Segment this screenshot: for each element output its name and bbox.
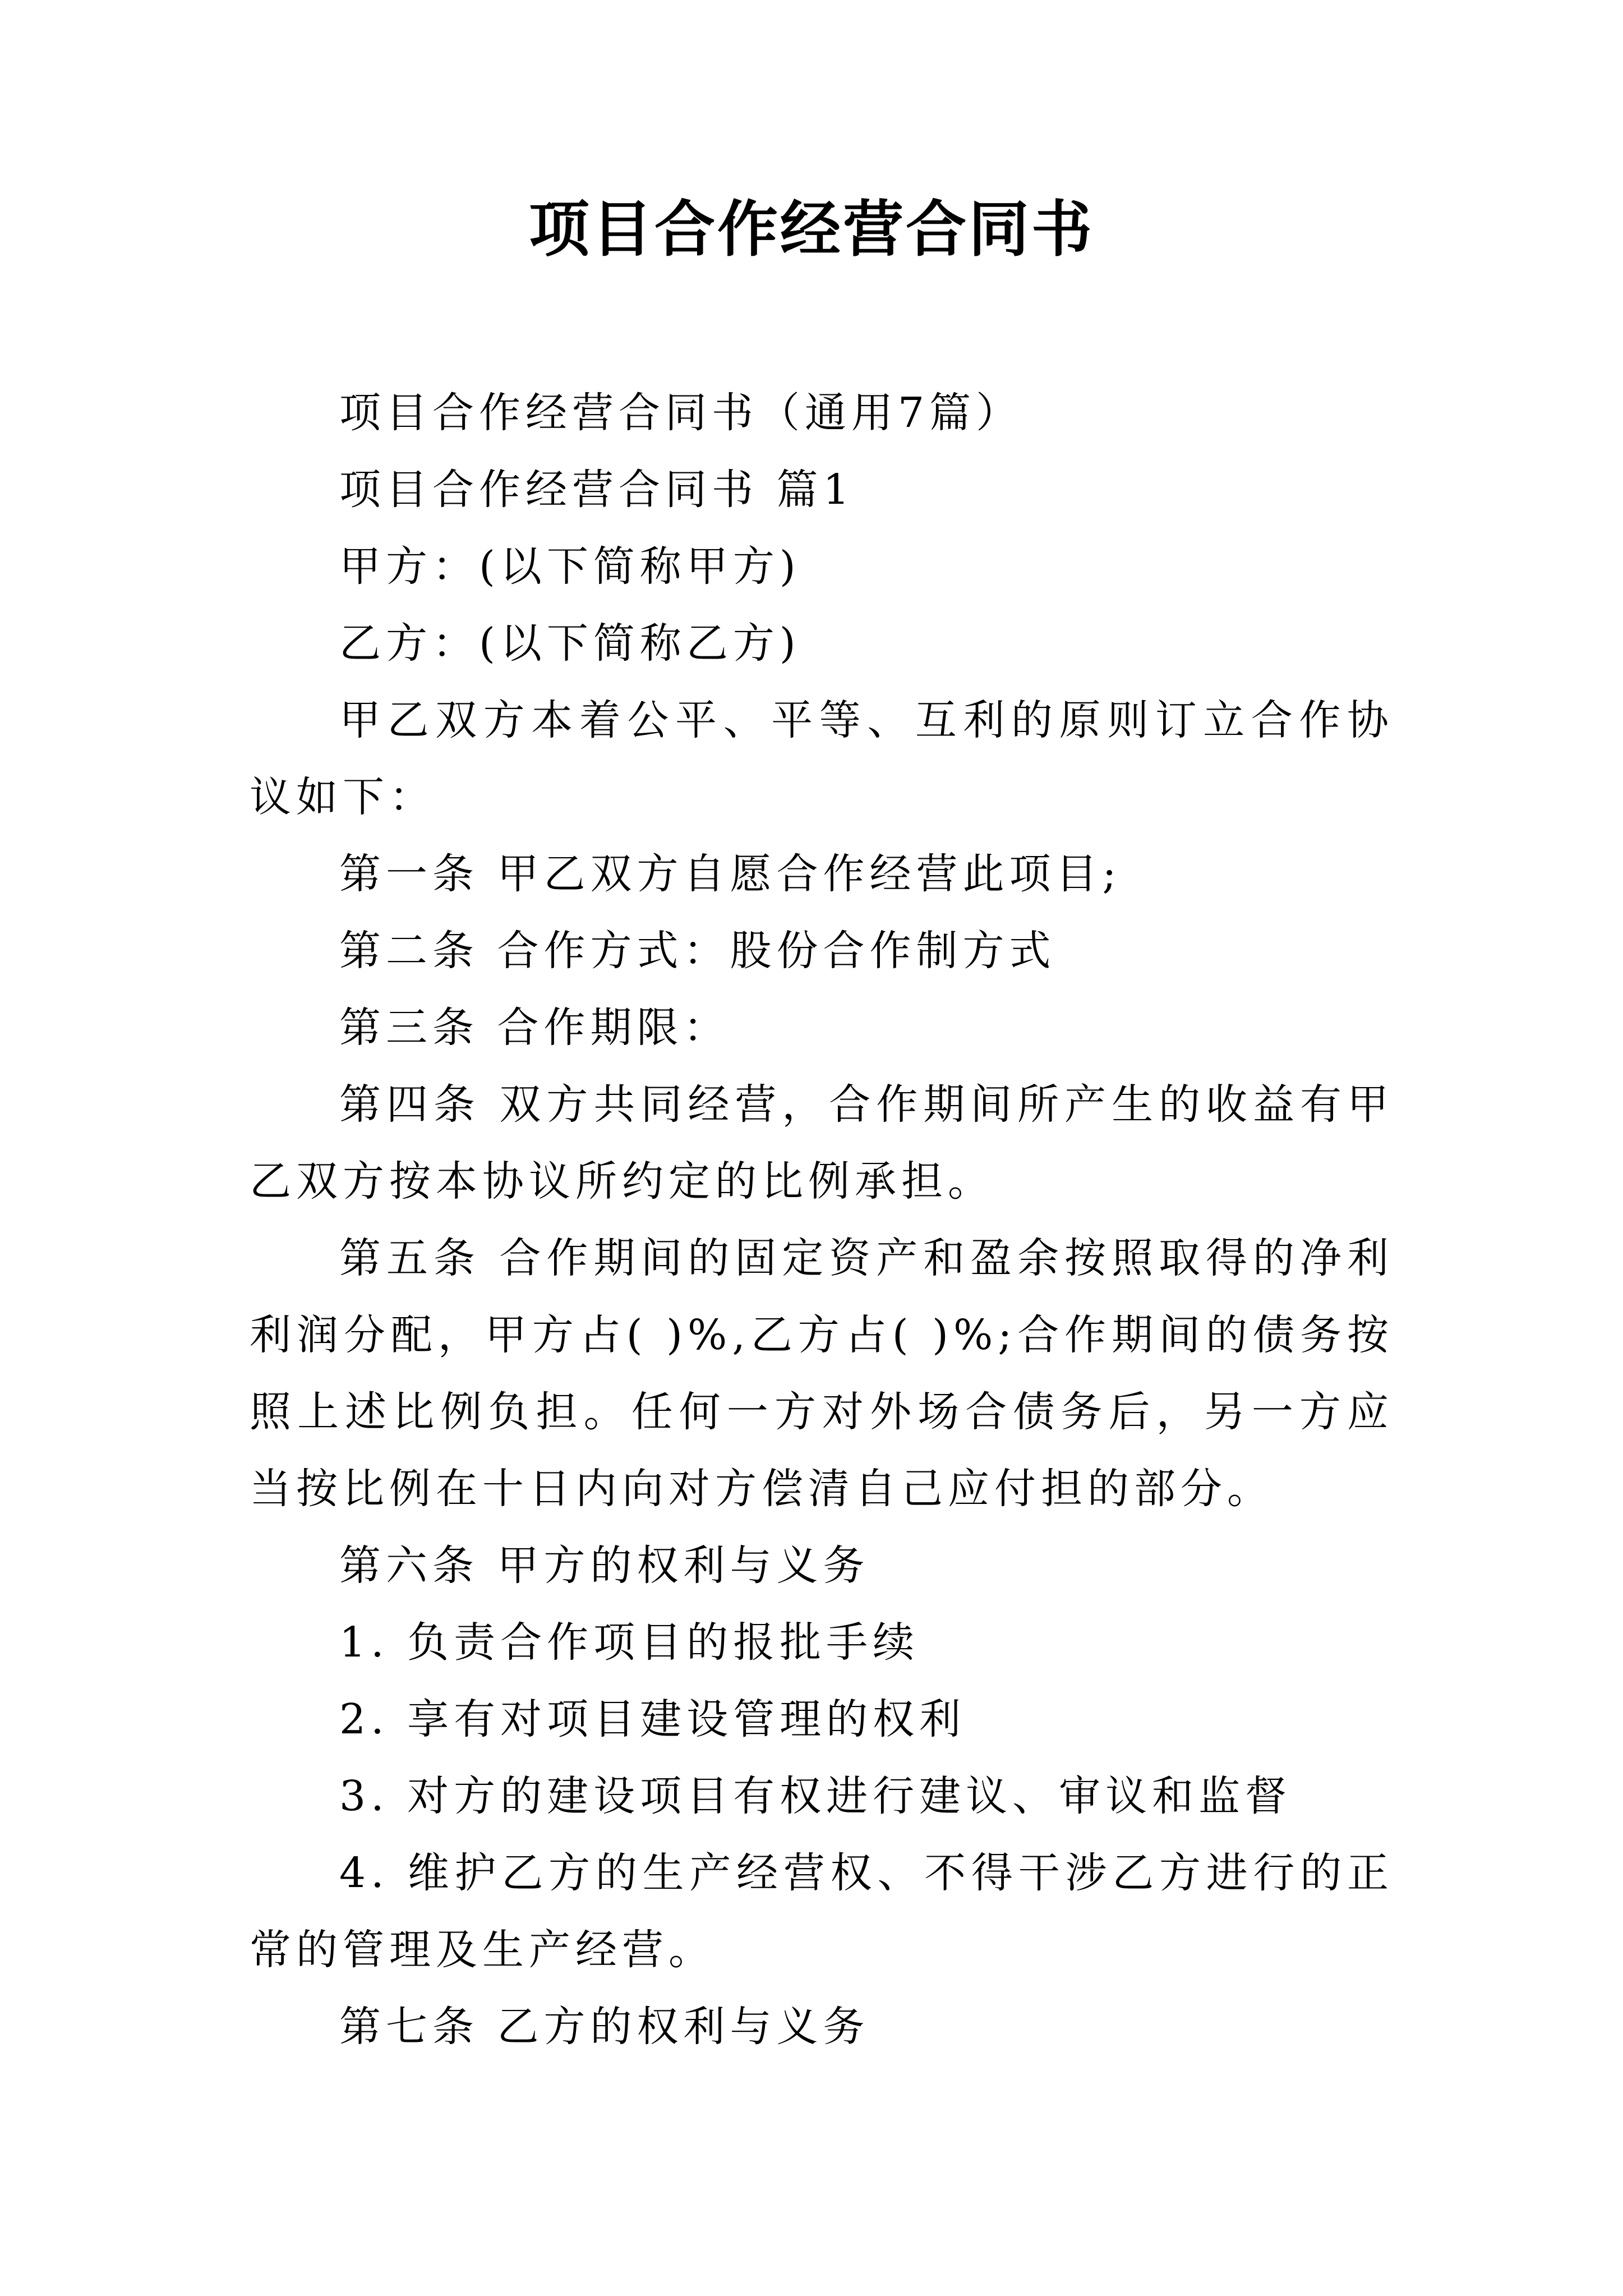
list-item: 2. 享有对项目建设管理的权利 [339, 1695, 966, 1743]
article-4: 第四条 双方共同经营，合作期间所产生的收益有甲乙双方按本协议所约定的比例承担。 [250, 1080, 1394, 1205]
list-item: 3. 对方的建设项目有权进行建议、审议和监督 [339, 1772, 1292, 1820]
article-3: 第三条 合作期限： [339, 1004, 730, 1052]
party-a-line: 甲方：(以下简称甲方) [339, 542, 801, 591]
article-7: 第七条 乙方的权利与义务 [339, 2003, 870, 2051]
party-b-line: 乙方：(以下简称乙方) [339, 619, 801, 668]
document-title: 项目合作经营合同书 [528, 195, 1094, 265]
subtitle-paragraph: 项目合作经营合同书（通用7篇） [339, 389, 1023, 437]
article-5: 第五条 合作期间的固定资产和盈余按照取得的净利利润分配，甲方占( )%,乙方占( )%;合作期间的债务按照上述比例负担。任何一方对外场合债务后，另一方应当按比例在十日内向对方偿清自己应付担的部分。 [250, 1234, 1394, 1513]
document-body [250, 375, 1394, 2065]
list-item: 4. 维护乙方的生产经营权、不得干涉乙方进行的正常的管理及生产经营。 [250, 1849, 1394, 1974]
article-1: 第一条 甲乙双方自愿合作经营此项目; [339, 850, 1122, 898]
article-2: 第二条 合作方式：股份合作制方式 [339, 927, 1056, 975]
article-6: 第六条 甲方的权利与义务 [339, 1542, 870, 1590]
section-heading: 项目合作经营合同书 篇1 [339, 466, 855, 514]
list-item: 1. 负责合作项目的报批手续 [339, 1618, 920, 1667]
preamble-paragraph: 甲乙双方本着公平、平等、互利的原则订立合作协议如下： [250, 696, 1394, 821]
